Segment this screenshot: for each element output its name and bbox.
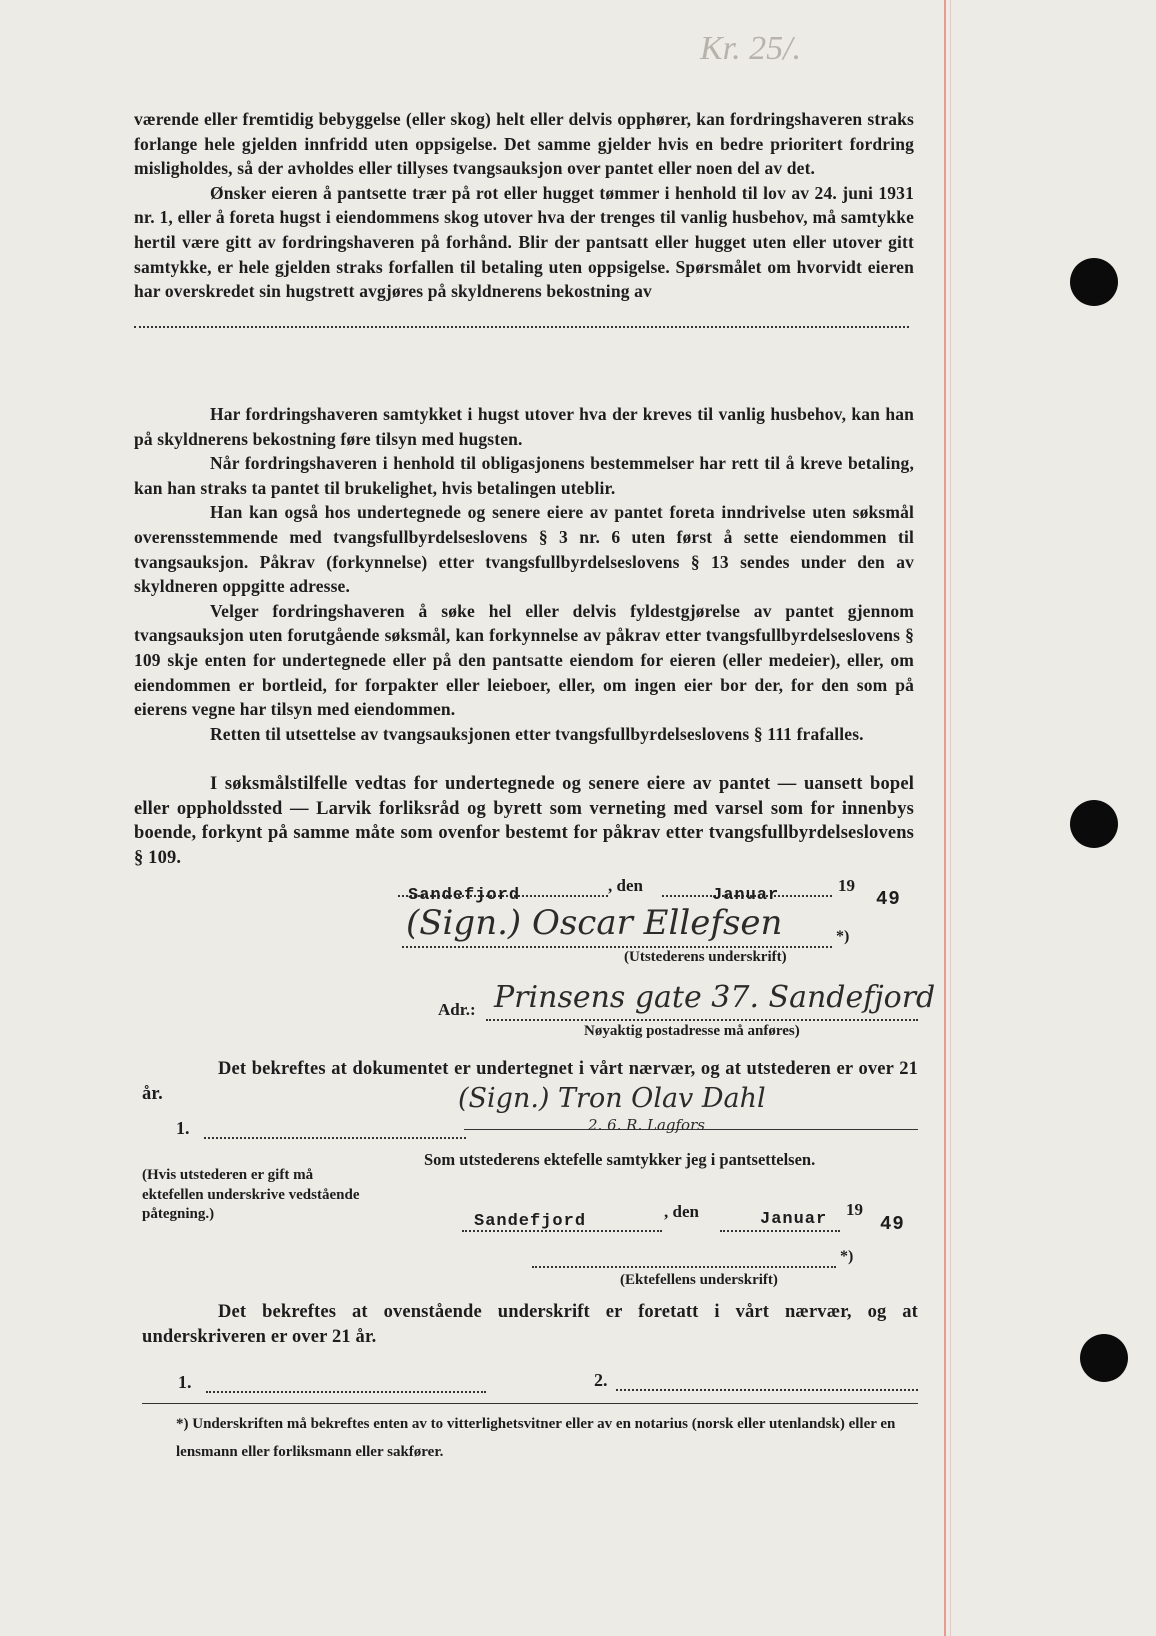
paragraph: Har fordringshaveren samtykket i hugst utover hva der kreves til vanlig husbehov, kan han på skyldnerens bekostning føre tilsyn med hugsten. (134, 404, 914, 449)
witness-1-dots (204, 1135, 466, 1139)
spouse-signature-dots (532, 1264, 836, 1268)
red-margin-line (944, 0, 946, 1636)
spouse-footnote-mark: *) (840, 1248, 854, 1265)
issuer-den-label: , den (608, 876, 643, 895)
spouse-year-suffix: 49 (880, 1213, 905, 1235)
venue-clause (134, 772, 914, 870)
witness-2-label-1: 1. (178, 1372, 192, 1392)
dotted-fill-line (134, 308, 909, 328)
spouse-den-label: , den (664, 1202, 699, 1221)
terms-section-2 (134, 402, 914, 746)
issuer-month: Januar (712, 886, 780, 905)
spouse-note: (Hvis utstederen er gift må ektefellen underskrive vedstående påtegning.) (142, 1167, 360, 1222)
issuer-year-prefix: 19 (838, 876, 855, 895)
witness-1-label: 1. (176, 1118, 190, 1138)
witness-2-text: 2. 6. R. Lagfors (588, 1116, 705, 1134)
spouse-place: Sandefjord (474, 1212, 587, 1231)
issuer-address: Prinsens gate 37. Sandefjord (494, 980, 936, 1015)
corner-note: Kr. 25/. (700, 30, 802, 67)
punch-hole-middle (1070, 800, 1118, 848)
paragraph: Retten til utsettelse av tvangsauksjonen etter tvangsfullbyrdelseslovens § 111 frafalles. (210, 723, 864, 744)
issuer-footnote-mark: *) (836, 928, 850, 945)
paragraph: Han kan også hos undertegnede og senere eiere av pantet foreta inndrivelse uten søksmål overensstemmende med tvangsfullbyrdelseslovens § 3 nr. 6 uten først å sette eiendommen til tvangsauksjon. Påkrav (forkynnelse) etter tvangsfullbyrdelseslovens § 13 sendes under den av skyldneren oppgitte adresse. (134, 502, 914, 597)
footnote-divider (142, 1402, 918, 1404)
address-dots (486, 1017, 918, 1021)
footnote: *) Underskriften må bekreftes enten av to vitterlighetsvitner eller av en notarius (norsk eller utenlandsk) eller en lensmann eller forliksmann eller sakfører. (176, 1416, 896, 1460)
witness-2-dots-1 (206, 1389, 486, 1393)
spouse-month: Januar (760, 1210, 828, 1229)
paragraph: Ønsker eieren å pantsette trær på rot eller hugget tømmer i henhold til lov av 24. juni 1931 nr. 1, eller å foreta hugst i eiendommens skog utover hva der trenges til vanlig husbehov, må samtykke hertil være gitt av fordringshaveren på forhånd. Blir der pantsatt eller hugget uten eller utover gitt samtykke, er hele gjelden straks forfallen til betaling uten oppsigelse. Spørsmålet om hvorvidt eieren har overskredet sin hugstrett avgjøres på skyldnerens bekostning av (134, 182, 914, 302)
witness-2-dots-2 (616, 1387, 918, 1391)
spouse-year-prefix: 19 (846, 1200, 863, 1219)
issuer-signature-caption: (Utstederens underskrift) (624, 949, 787, 965)
paragraph: Det bekreftes at dokumentet er undertegnet i vårt nærvær, og at utstederen er over 21 år. (142, 1059, 918, 1104)
signature-dots (402, 944, 832, 948)
address-label: Adr.: (438, 1000, 476, 1019)
red-margin-line-faint (950, 0, 951, 1636)
paragraph: Når fordringshaveren i henhold til obligasjonens bestemmelser har rett til å kreve betaling, kan han straks ta pantet til brukelighet, hvis betalingen uteblir. (134, 453, 914, 498)
punch-hole-top (1070, 258, 1118, 306)
spouse-consent: Som utstederens ektefelle samtykker jeg i pantsettelsen. (424, 1150, 816, 1169)
witness-statement-2 (142, 1300, 918, 1349)
address-caption: Nøyaktig postadresse må anføres) (584, 1023, 800, 1039)
spouse-signature-caption: (Ektefellens underskrift) (620, 1272, 778, 1288)
issuer-signature: (Sign.) Oscar Ellefsen (406, 903, 783, 943)
terms-section-1 (134, 107, 914, 336)
witness-2-label-2: 2. (594, 1370, 608, 1390)
paragraph: værende eller fremtidig bebyggelse (eller skog) helt eller delvis opphører, kan fordringshaveren straks forlange hele gjelden innfridd uten oppsigelse. Det samme gjelder hvis en bedre prioritert fordring misligholdes, så der avholdes eller tillyses tvangsauksjon over pantet eller noen del av det. (134, 109, 914, 179)
paragraph: I søksmålstilfelle vedtas for undertegnede og senere eiere av pantet — uansett bopel eller oppholdssted — Larvik forliksråd og byrett som verneting med varsel som for innenbys boende, forkynt på samme måte som ovenfor bestemt for påkrav etter tvangsfullbyrdelseslovens § 109. (134, 774, 914, 868)
issuer-place: Sandefjord (408, 886, 521, 905)
issuer-year-suffix: 49 (876, 888, 901, 910)
paragraph: Velger fordringshaveren å søke hel eller delvis fyldestgjørelse av pantet gjennom tvangsauksjon uten forutgående søksmål, kan forkynnelse av påkrav etter tvangsfullbyrdelseslovens § 109 skje enten for undertegnede eller på den pantsatte eiendom for eieren (eller medeier), eller, om eiendommen er bortleid, for forpakter eller leieboer, eller, om ingen eier bor der, for den som på eierens vegne har tilsyn med eiendommen. (134, 600, 914, 720)
witness-1-signature: (Sign.) Tron Olav Dahl (458, 1083, 766, 1114)
punch-hole-bottom (1080, 1334, 1128, 1382)
paragraph: Det bekreftes at ovenstående underskrift er foretatt i vårt nærvær, og at underskriveren er over 21 år. (142, 1302, 918, 1347)
